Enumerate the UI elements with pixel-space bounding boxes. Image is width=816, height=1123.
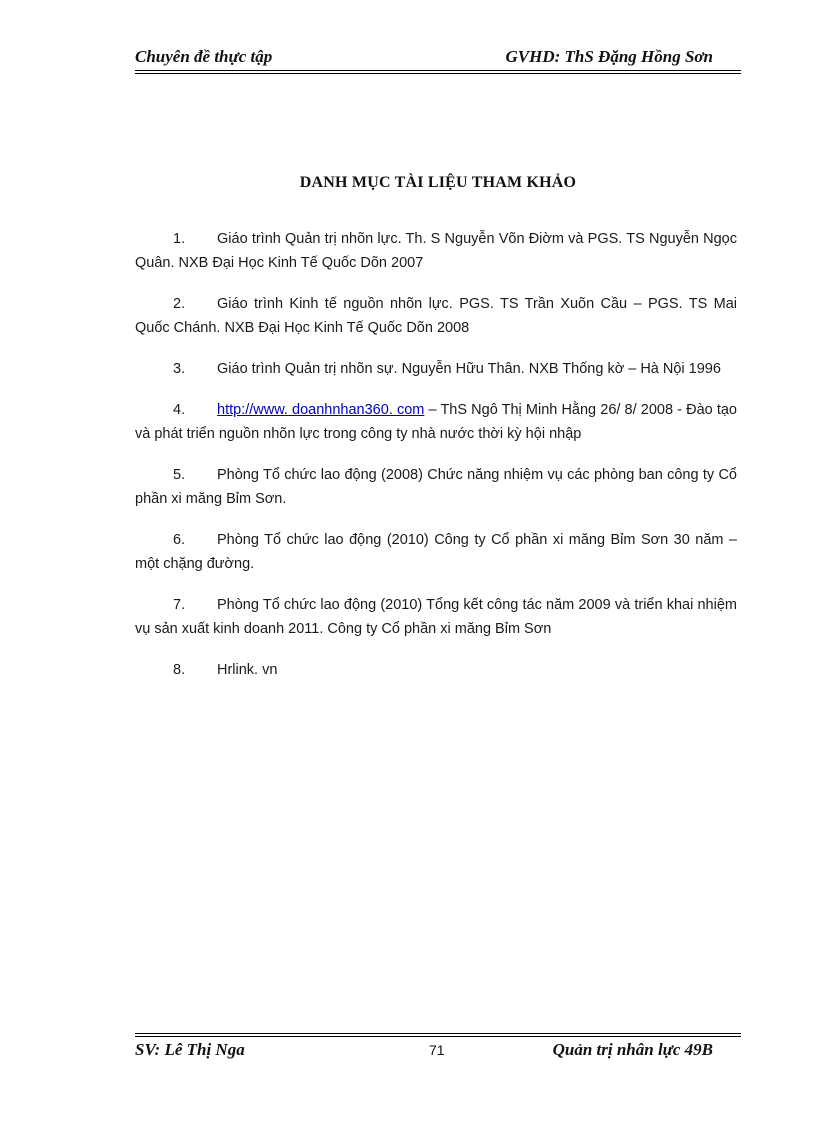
reference-number: 2.: [173, 295, 186, 312]
reference-text: – ThS Ngô Thị Minh Hằng 26/ 8/ 2008 - Đào tạo và phát triển nguồn nhõn lực trong công ty nhà nước thời kỳ hội nhập: [135, 401, 737, 442]
reference-number: 4.: [173, 401, 186, 418]
reference-link[interactable]: http://www. doanhnhan360. com: [217, 401, 425, 418]
reference-item: [135, 593, 737, 641]
reference-item: [135, 528, 737, 576]
reference-item: [135, 292, 737, 340]
reference-list: [135, 212, 737, 699]
page-number: 71: [429, 1042, 445, 1058]
reference-item: [135, 463, 737, 511]
reference-text: Phòng Tổ chức lao động (2010) Tổng kết công tác năm 2009 và triển khai nhiệm vụ sản xuất kinh doanh 2011. Công ty Cổ phần xi măng Bỉm Sơn: [135, 596, 737, 637]
page-title: DANH MỤC TÀI LIỆU THAM KHẢO: [299, 174, 577, 191]
reference-text: Giáo trình Kinh tế nguồn nhõn lực. PGS. TS Trần Xuõn Cầu – PGS. TS Mai Quốc Chánh. NXB Đại Học Kinh Tế Quốc Dõn 2008: [135, 295, 737, 336]
reference-number: 8.: [173, 661, 186, 678]
reference-number: 1.: [173, 230, 186, 247]
footer-student: SV: Lê Thị Nga: [135, 1040, 245, 1059]
header-advisor: GVHD: ThS Đặng Hồng Sơn: [505, 47, 713, 66]
reference-number: 6.: [173, 531, 186, 548]
reference-number: 7.: [173, 596, 186, 613]
reference-number: 3.: [173, 360, 186, 377]
reference-item: [135, 658, 737, 682]
header-rule-double: [135, 73, 741, 74]
reference-item: [135, 227, 737, 275]
header-rule: [135, 70, 741, 71]
footer-class: Quản trị nhân lực 49B: [552, 1040, 713, 1059]
reference-text: Phòng Tổ chức lao động (2010) Công ty Cổ phần xi măng Bỉm Sơn 30 năm – một chặng đường.: [135, 531, 737, 572]
reference-item: [135, 357, 737, 381]
footer-rule: [135, 1033, 741, 1034]
reference-item: [135, 398, 737, 446]
page-header: [135, 47, 741, 71]
reference-text: Giáo trình Quản trị nhõn sự. Nguyễn Hữu Thân. NXB Thống kờ – Hà Nội 1996: [217, 360, 721, 377]
reference-text: Phòng Tổ chức lao động (2008) Chức năng nhiệm vụ các phòng ban công ty Cổ phần xi măng Bỉm Sơn.: [135, 466, 737, 507]
page-footer: [135, 1040, 741, 1064]
reference-text: Giáo trình Quản trị nhõn lực. Th. S Nguyễn Võn Điờm và PGS. TS Nguyễn Ngọc Quân. NXB Đại Học Kinh Tế Quốc Dõn 2007: [135, 230, 737, 271]
header-subject: Chuyên đề thực tập: [135, 47, 273, 66]
reference-number: 5.: [173, 466, 186, 483]
footer-rule-double: [135, 1036, 741, 1037]
reference-text: Hrlink. vn: [217, 661, 278, 678]
